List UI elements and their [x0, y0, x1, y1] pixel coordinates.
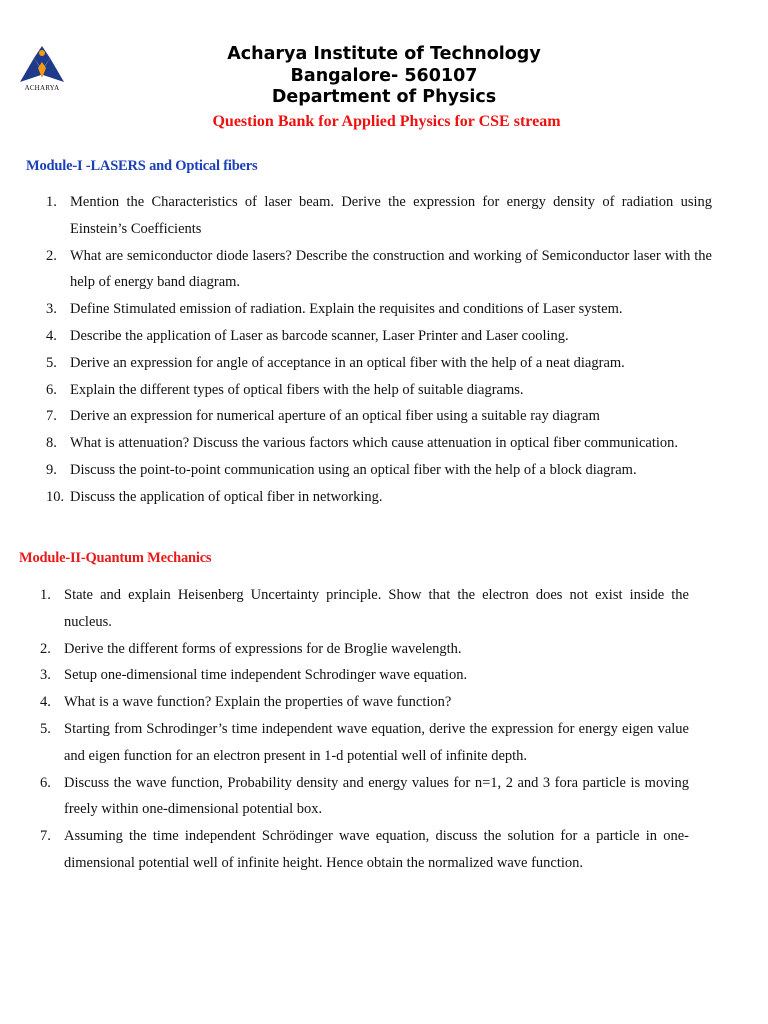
list-item	[40, 582, 689, 636]
question-number: 5.	[40, 720, 51, 737]
question-text: Assuming the time independent Schrödinger wave equation, discuss the solution for a particle in one-dimensional potential well of infinite height. Hence obtain the normalized wave function.	[64, 828, 689, 871]
question-text: Discuss the point-to-point communication using an optical fiber with the help of a block diagram.	[70, 461, 637, 478]
list-item	[46, 377, 712, 404]
logo-text: ACHARYA	[24, 84, 60, 92]
question-text: What is a wave function? Explain the properties of wave function?	[64, 694, 452, 711]
question-number: 9.	[46, 461, 57, 478]
question-number: 1.	[40, 587, 51, 603]
module2-question-list	[40, 582, 689, 877]
module1-question-list	[46, 189, 712, 511]
question-text: Discuss the application of optical fiber in networking.	[70, 488, 383, 505]
question-text: Starting from Schrodinger’s time independent wave equation, derive the expression for energy eigen value and eigen function for an electron present in 1-d potential well of infinite depth.	[64, 720, 689, 764]
question-text: Derive an expression for numerical aperture of an optical fiber using a suitable ray diagram	[70, 408, 600, 425]
institute-name: Acharya Institute of Technology	[227, 44, 541, 64]
list-item	[40, 662, 689, 689]
list-item	[46, 189, 712, 243]
question-number: 3.	[46, 301, 57, 318]
list-item	[46, 403, 712, 430]
question-text: Explain the different types of optical fibers with the help of suitable diagrams.	[70, 381, 524, 398]
list-item	[40, 716, 689, 770]
question-text: State and explain Heisenberg Uncertainty principle. Show that the electron does not exist inside the nucleus.	[64, 587, 689, 630]
question-text: Describe the application of Laser as barcode scanner, Laser Printer and Laser cooling.	[70, 327, 569, 344]
question-text: Setup one-dimensional time independent Schrodinger wave equation.	[64, 667, 468, 684]
question-number: 10.	[46, 488, 65, 505]
list-item	[46, 350, 712, 377]
question-number: 6.	[46, 381, 57, 398]
question-text: What are semiconductor diode lasers? Describe the construction and working of Semiconductor laser with the help of energy band diagram.	[70, 247, 712, 291]
question-number: 8.	[46, 435, 57, 452]
document-header	[0, 44, 768, 109]
question-number: 2.	[46, 247, 57, 264]
list-item	[40, 689, 689, 716]
list-item	[46, 243, 712, 297]
question-number: 4.	[40, 694, 51, 711]
question-number: 7.	[46, 408, 57, 425]
question-number: 5.	[46, 354, 57, 371]
list-item	[40, 770, 689, 824]
module1-heading: Module-I -LASERS and Optical fibers	[26, 158, 258, 174]
question-text: Derive an expression for angle of acceptance in an optical fiber with the help of a neat diagram.	[70, 354, 625, 371]
document-subtitle: Question Bank for Applied Physics for CSE stream	[212, 113, 561, 130]
question-text: Derive the different forms of expressions for de Broglie wavelength.	[64, 640, 462, 657]
institute-city: Bangalore- 560107	[290, 65, 478, 86]
department-name: Department of Physics	[271, 87, 497, 107]
list-item	[46, 323, 712, 350]
question-number: 1.	[46, 194, 57, 210]
question-number: 3.	[40, 667, 51, 684]
list-item	[46, 296, 712, 323]
list-item	[46, 484, 712, 511]
question-number: 2.	[40, 640, 51, 657]
question-text: What is attenuation? Discuss the various factors which cause attenuation in optical fiber communication.	[70, 435, 679, 452]
question-number: 6.	[40, 774, 51, 791]
question-text: Discuss the wave function, Probability density and energy values for n=1, 2 and 3 fora particle is moving freely within one-dimensional potential box.	[64, 774, 689, 818]
question-text: Mention the Characteristics of laser beam. Derive the expression for energy density of radiation using Einstein’s Coefficients	[70, 194, 712, 237]
list-item	[46, 457, 712, 484]
list-item	[40, 636, 689, 663]
question-number: 4.	[46, 327, 57, 344]
question-text: Define Stimulated emission of radiation. Explain the requisites and conditions of Laser system.	[70, 301, 623, 318]
list-item	[46, 430, 712, 457]
module2-heading: Module-II-Quantum Mechanics	[19, 550, 212, 566]
question-number: 7.	[40, 828, 51, 845]
list-item	[40, 823, 689, 877]
